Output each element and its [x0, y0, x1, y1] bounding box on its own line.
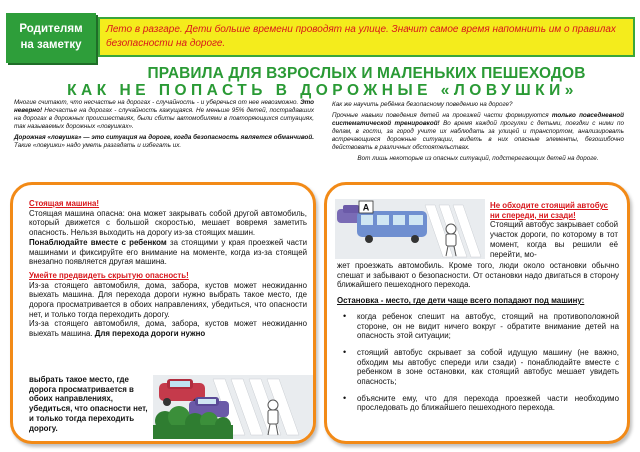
list-item: • стоящий автобус скрывает за собой идущую машину (не важно, обходим мы автобус спереди или сзади) - понаблюдайте вместе с ребенком в зоне остановки, как стоящий автобус мешает увидеть опасность;: [337, 348, 619, 387]
intro-right-p-bold: только повседневной систематической тренировкой!: [332, 112, 624, 127]
left-card-p4: [29, 319, 307, 338]
badge: [6, 13, 96, 63]
card-standing-bus: [324, 182, 630, 444]
right-card-title: Не обходите стоящий автобус ни спереди, ни сзади!: [490, 201, 609, 220]
intro-left-paragraph-2: [14, 134, 314, 150]
left-card-bottom-text: выбрать такое место, где дорога просматривается в обоих направлениях, убедиться, что опасности нет, и только тогда переходить дорогу.: [29, 375, 148, 433]
right-card-bullets: [337, 312, 619, 413]
left-card-text: [29, 199, 307, 339]
right-card-top: [490, 201, 618, 259]
badge-line1: Родителям: [19, 23, 83, 35]
page-subtitle: КАК НЕ ПОПАСТЬ В ДОРОЖНЫЕ «ЛОВУШКИ»: [67, 82, 578, 99]
bus-stop-sign-icon: [359, 201, 373, 213]
right-card-subtitle: Остановка - место, где дети чаще всего попадают под машину:: [337, 296, 585, 306]
badge-line2: на заметку: [20, 39, 82, 51]
intro-right-paragraph: [332, 112, 624, 152]
left-card-p4-start: Из-за стоящего автомобиля, дома, забора, кустов может неожиданно выехать машина.: [29, 319, 307, 339]
bus-stop-illustration: [335, 199, 485, 259]
intro-right-question: Как же научить ребёнка безопасному поведению на дороге?: [332, 101, 513, 108]
page-title: ПРАВИЛА ДЛЯ ВЗРОСЛЫХ И МАЛЕНЬКИХ ПЕШЕХОДОВ: [147, 65, 586, 82]
intro-right-p-start: Прочные навыки поведения детей на проезжей части формируются: [332, 112, 552, 119]
left-card-p2-end: за стоящими у края проезжей части машинами и фиксируйте его внимание на моменте, когда из-за стоящей внезапно появляется другая машина.: [29, 237, 307, 267]
right-card-body: [337, 261, 619, 420]
left-card-p3: Из-за стоящего автомобиля, дома, забора, кустов может неожиданно выехать машина. Для перехода дороги нужно выбрать такое место, где дорога просматривается в обоих направлениях, убедиться, что опасности нет, и только тогда переходить дорогу.: [29, 280, 307, 319]
intro-left: [14, 99, 314, 153]
bus-stop-sign-label: A: [362, 202, 370, 213]
left-card-p4-bold: Для перехода дороги нужно: [94, 329, 206, 339]
intro-left-p1-start: Многие считают, что несчастье на дорогах - случайность - и уберечься от нее невозможно.: [14, 99, 301, 106]
left-card-title: Стоящая машина!: [29, 199, 100, 208]
banner: [98, 17, 635, 57]
intro-left-paragraph-1: [14, 99, 314, 131]
card-standing-car: [10, 182, 316, 444]
list-item: • объясните ему, что для перехода проезжей части необходимо проследовать до ближайшего пешеходного перехода.: [337, 394, 619, 413]
intro-left-p2-bold: Дорожная «ловушка» — это ситуация на дороге, когда безопасность является обманчивой.: [14, 134, 314, 141]
intro-left-p2-end: Такие «ловушки» надо уметь разгадать и избегать их.: [14, 142, 182, 149]
intro-left-p1-end: Несчастье на дорогах - случайность кажущаяся. Не меньше 95% детей, пострадавших на дорогах в дорожных происшествиях, были сбиты автомобилями в повторяющихся ситуациях, так называемых дорожных «ловушках».: [14, 107, 314, 130]
list-item: • когда ребенок спешит на автобус, стоящий на противоположной стороне, он не видит ничего вокруг - обратите внимание детей на опасность этой ситуации;: [337, 312, 619, 341]
left-card-p1: Стоящая машина опасна: она может закрывать собой другой автомобиль, который движется с большой скоростью, мешает вовремя заметить опасность. Нельзя выходить на дорогу из-за стоящих машин.: [29, 208, 307, 238]
left-card-title-2: Умейте предвидеть скрытую опасность!: [29, 270, 189, 280]
right-card-mid-text: жет проезжать автомобиль. Кроме того, люди около остановки обычно спешат и забывают о безопасности. От остановки надо двигаться в сторону ближайшего пешеходного перехода.: [337, 261, 619, 290]
banner-text: Лето в разгаре. Дети больше времени проводят на улице. Значит самое время напомнить им о правилах безопасности на дороге.: [106, 24, 616, 49]
intro-right-p-end: Во время каждой прогулки с детьми, поездки с ними по делам, в гости, за город учите их наблюдать за улицей и транспортом, анализировать встречающиеся дорожные ситуации, видеть в них опасные элементы, безошибочно действовать в различных обстоятельствах.: [332, 120, 624, 151]
intro-left-p1-bold: Это неверно!: [14, 99, 314, 114]
left-card-p2: [29, 238, 307, 267]
left-card-p2-bold: Понаблюдайте вместе с ребенком: [29, 237, 167, 247]
intro-right-paragraph-3: Вот лишь некоторые из опасных ситуаций, подстерегающих детей на дороге.: [357, 155, 599, 162]
right-card-top-text: Стоящий автобус закрывает собой участок дороги, по которому в тот момент, когда вы решили её перейти, мо-: [490, 220, 618, 259]
intro-right: [332, 101, 624, 166]
standing-car-illustration: [153, 375, 313, 439]
